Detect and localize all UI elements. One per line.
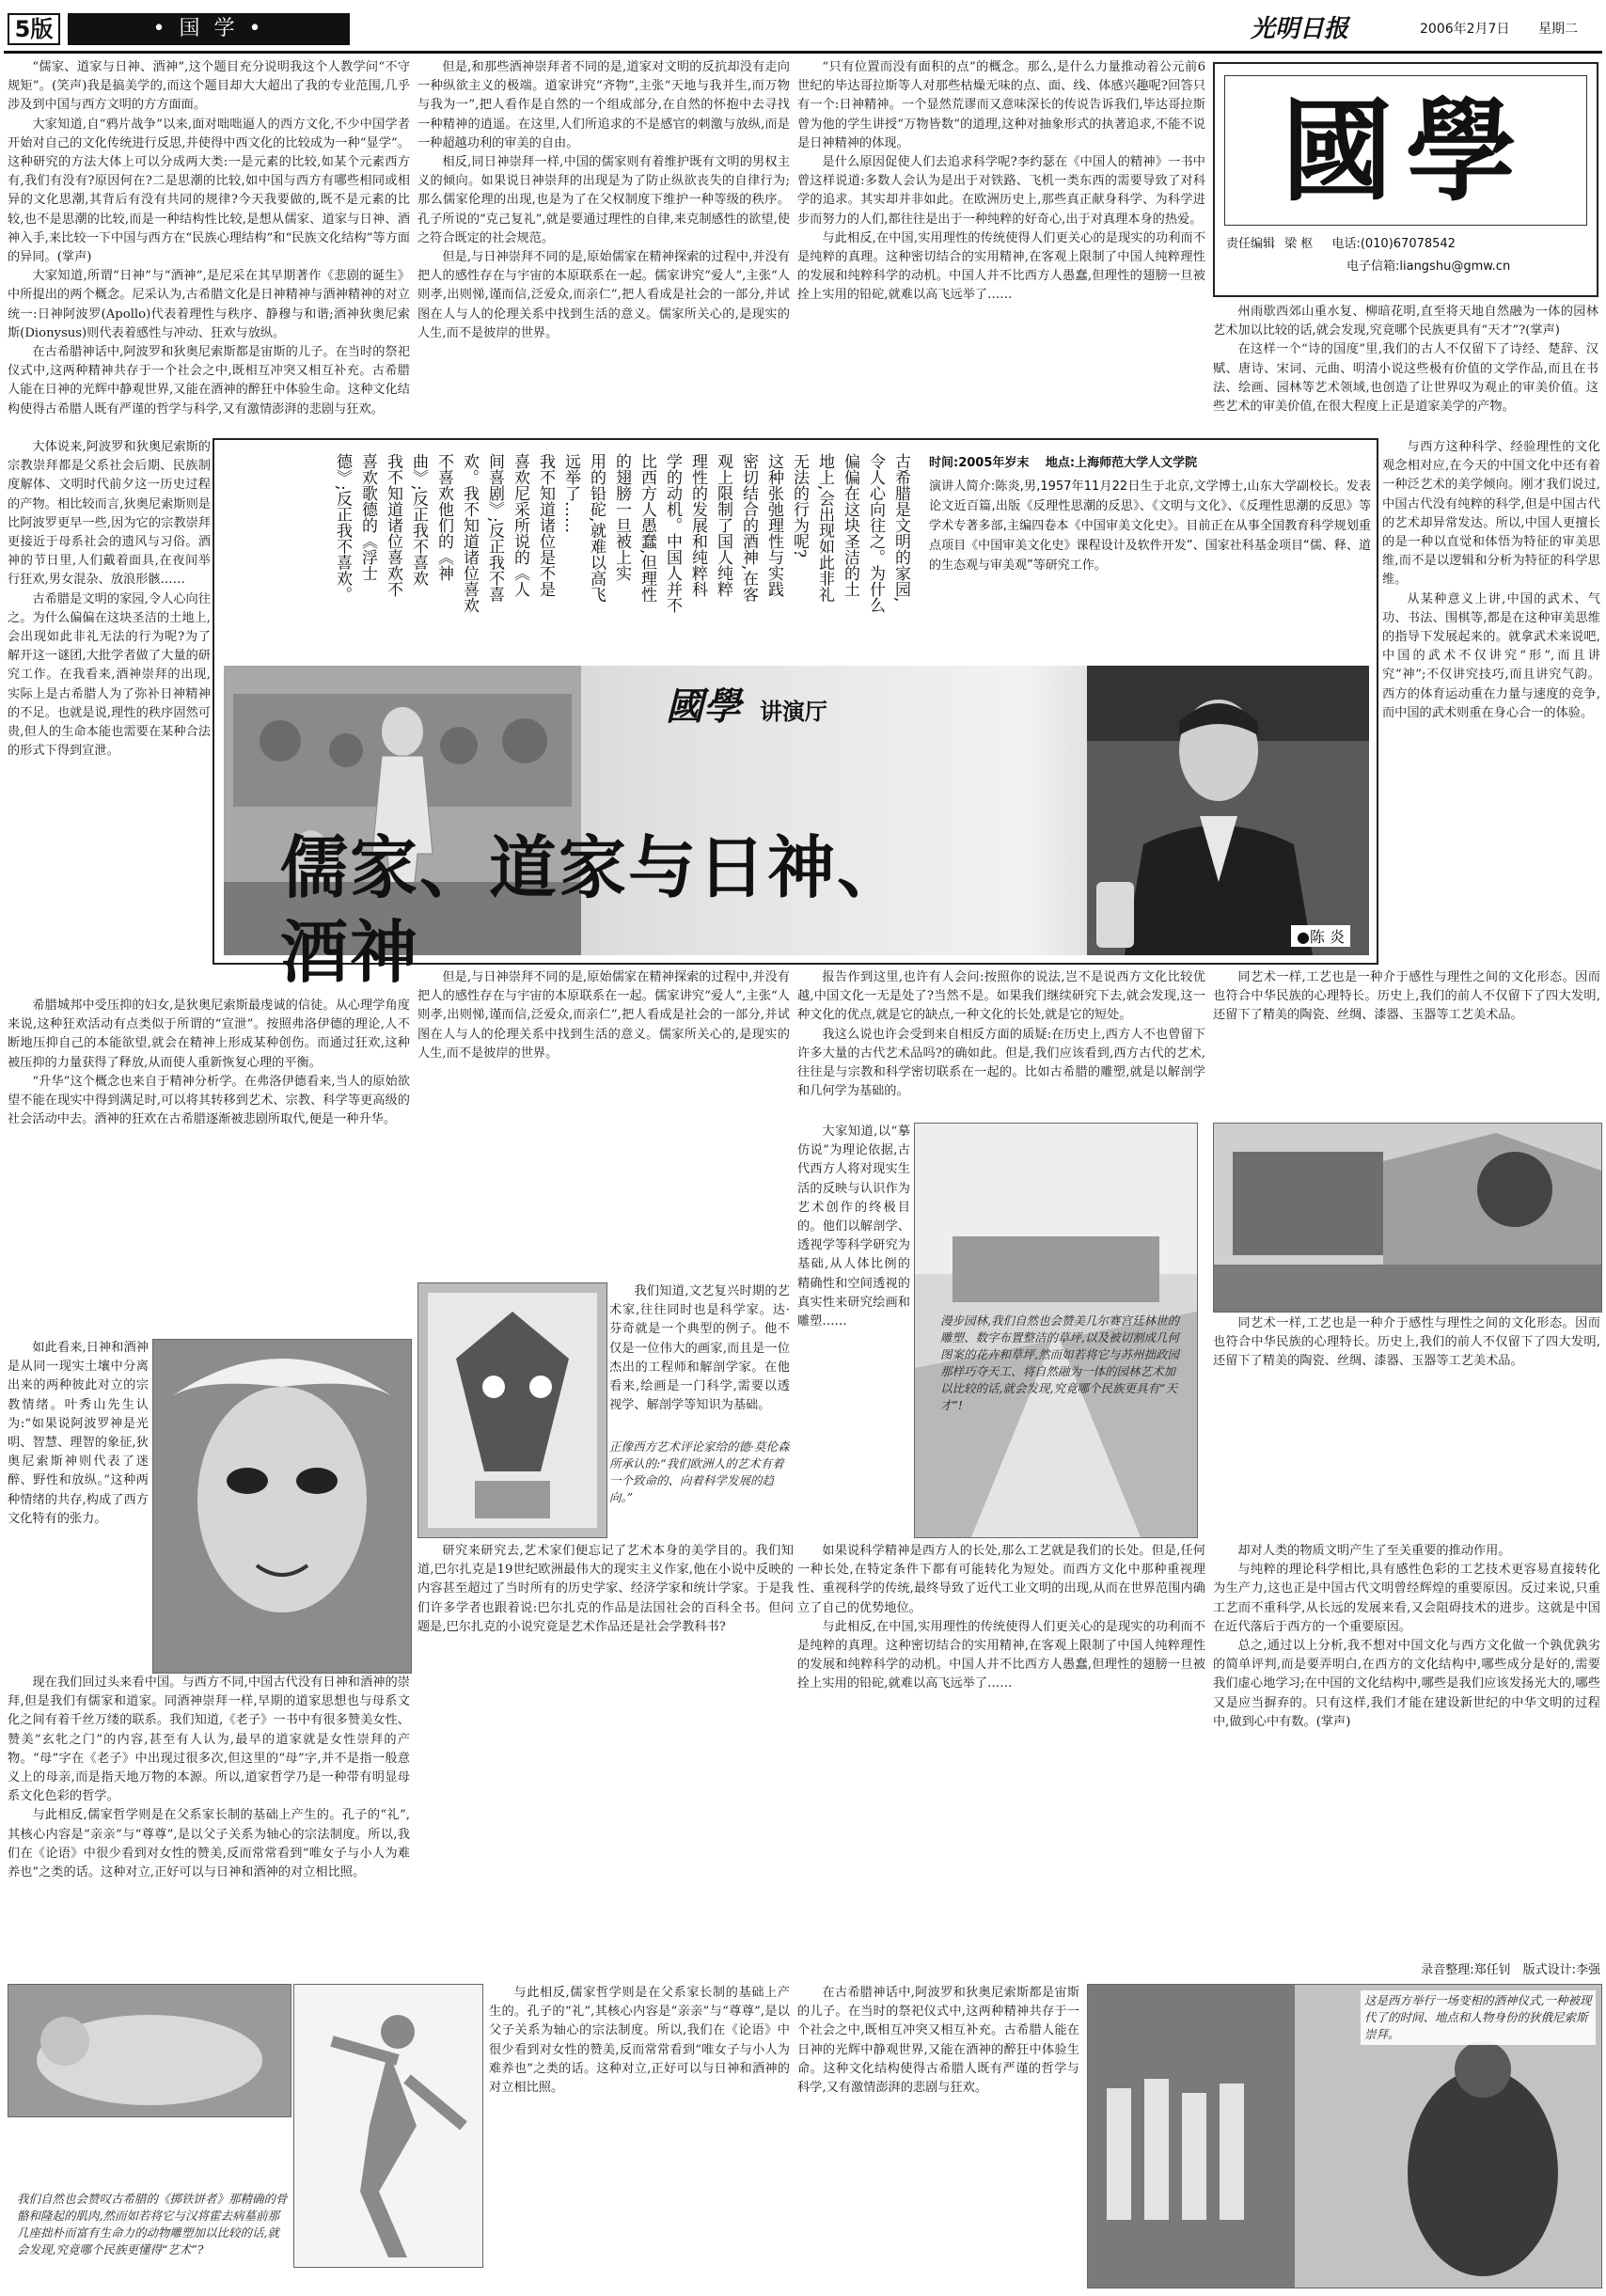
pullquote-line: 喜欢歌德的《浮士 <box>358 453 377 581</box>
paragraph: 总之,通过以上分析,我不想对中国文化与西方文化做一个孰优孰劣的简单评判,而是要弄明白,在西方的文化结构中,哪些成分是好的,需要我们虚心地学习;在中国的文化结构中,哪些是我们应该发扬光大的,哪些又是应当摒弃的。只有这样,我们才能在建设新世纪的中华文明的过程中,做到心中有数。(掌声) <box>1213 1639 1600 1729</box>
sports-photo <box>1087 1984 1602 2288</box>
paragraph: 州雨歇西郊山重水复、柳暗花明,直至将天地自然融为一体的园林艺术加以比较的话,就会发现,究竟哪个民族更具有“天才”?(掌声) <box>1213 305 1598 338</box>
editor-label: 责任编辑 <box>1226 237 1276 251</box>
pullquote-line: 曲》;反正我不喜欢 <box>409 453 428 587</box>
article-column-lower-mid <box>797 1542 1205 1956</box>
paragraph: 但是,和那些酒神崇拜者不同的是,道家对文明的反抗却没有走向一种纵欲主义的极端。道家讲究“齐物”,主张“天地与我并生,而万物与我为一”,把人看作是自然的一个组成部分,在自然的怀抱中去寻找一种精神的逍遥。在这里,人们所追求的不是感官的刺激与放纵,而是一种超越功利的审美的自由。 <box>417 60 790 150</box>
pullquote-line: 间喜剧》;反正我不喜 <box>485 453 504 603</box>
pullquote-line: 理性的发展和纯粹科 <box>688 453 707 597</box>
lecture-headline: 儒家、道家与日神、酒神 <box>280 827 907 992</box>
paragraph: 在古希腊神话中,阿波罗和狄奥尼索斯都是宙斯的儿子。在当时的祭祀仪式中,这两种精神共存于一个社会之中,既相互冲突又相互补充。古希腊人能在日神的光辉中静观世界,又能在酒神的醉狂中体验生命。这种文化结构使得古希腊人既有严谨的哲学与科学,又有激情澎湃的悲剧与狂欢。 <box>797 1986 1079 2096</box>
paragraph: 与此相反,儒家哲学则是在父系家长制的基础上产生的。孔子的“礼”,其核心内容是“亲亲”与“尊尊”,是以父子关系为轴心的宗法制度。所以,我们在《论语》中很少看到对女性的赞美,反而常常看到“唯女子与小人为难养也”之类的话。这种对立,正好可以与日神和酒神的对立相比照。 <box>489 1986 790 2096</box>
article-column-right-lower <box>1213 1314 1600 1536</box>
article-column-4 <box>797 968 1205 1119</box>
article-column-bottom-center <box>489 1984 790 2287</box>
paragraph: 但是,与日神崇拜不同的是,原始儒家在精神探索的过程中,并没有把人的感性存在与宇宙的本原联系在一起。儒家讲究“爱人”,主张“人则孝,出则悌,谨而信,泛爱众,而亲仁”,把人看成是社会的一部分,并试图在人与人的伦理关系中找到生活的意义。儒家所关心的,是现实的人生,而不是彼岸的世界。 <box>417 970 790 1061</box>
paragraph: 与此相反,在中国,实用理性的传统使得人们更关心的是现实的功利而不是纯粹的真理。这种密切结合的实用精神,在客观上限制了中国人纯粹理性的发展和纯粹科学的动机。中国人并不比西方人愚蠢,但理性的翅膀一旦被拴上实用的铅砣,就难以高飞远举了…… <box>797 1619 1205 1691</box>
paragraph: 我们知道,文艺复兴时期的艺术家,往往同时也是科学家。达·芬奇就是一个典型的例子。他不仅是一位伟大的画家,而且是一位杰出的工程师和解剖学家。在他看来,绘画是一门科学,需要以透视学、解剖学等知识为基础。 <box>609 1284 790 1413</box>
pullquote-line: 观上限制了国人纯粹 <box>714 453 732 597</box>
pullquote-line: 不喜欢他们的《神 <box>434 453 453 581</box>
pullquote-line: 的翅膀一旦被上实 <box>612 453 631 581</box>
issue-weekday: 星期二 <box>1538 22 1578 37</box>
paragraph: 与西方这种科学、经验理性的文化观念相对应,在今天的中国文化中还有着一种泛艺术的美学倾向。刚才我们说过,中国古代没有纯粹的科学,但是中国古代的艺术却异常发达。所以,中国人更擅长的是一种以直觉和体悟为特征的审美思维,而不是以逻辑和分析为特征的科学思维。 <box>1382 440 1600 588</box>
speaker-photo <box>1087 666 1369 955</box>
lecture-time-place: 时间:2005年岁末 地点:上海师范大学人文学院 <box>929 456 1198 470</box>
editor-email: 电子信箱:liangshu@gmw.cn <box>1346 259 1511 274</box>
pullquote-line: 令人心向往之。为什么 <box>866 453 885 613</box>
pullquote-line: 密切结合的酒神,在客 <box>739 453 758 603</box>
banner-logo <box>666 684 827 734</box>
pullquote-text <box>224 453 910 658</box>
page-number: 5版 <box>8 13 60 45</box>
article-column-1-lower <box>8 997 410 1335</box>
paragraph: 大家知道,所谓“日神”与“酒神”,是尼采在其早期著作《悲剧的诞生》中所提出的两个概念。尼采认为,古希腊文化是日神精神与酒神精神的对立统一:日神阿波罗(Apollo)代表着理性与秩序、静穆与和谐;酒神狄奥尼索斯(Dionysus)则代表着感性与冲动、狂欢与放纵。 <box>8 269 410 340</box>
article-column-2b <box>609 1282 790 1433</box>
article-column-right-mid <box>1382 438 1600 965</box>
paragraph: 同艺术一样,工艺也是一种介于感性与理性之间的文化形态。因而也符合中华民族的心理特长。历史上,我们的前人不仅留下了四大发明,还留下了精美的陶瓷、丝绸、漆器、玉器等工艺美术品。 <box>1213 1316 1600 1369</box>
stone-animal-photo <box>8 1984 291 2117</box>
paragraph: 大体说来,阿波罗和狄奥尼索斯的宗教崇拜都是父系社会后期、民族制度解体、文明时代前夕这一历史过程的产物。相比较而言,狄奥尼索斯则是比阿波罗更早一些,因为它的宗教崇拜更接近于母系社会的遗风与习俗。酒神的节日里,人们戴着面具,在夜间举行狂欢,男女混杂、放浪形骸…… <box>8 440 211 588</box>
pullquote-line: 地上,会出现如此非礼 <box>815 453 834 603</box>
speaker-info <box>929 453 1371 658</box>
discobolus-photo <box>293 1984 483 2268</box>
article-column-bottom-mid <box>797 1984 1079 2287</box>
paragraph: 是什么原因促使人们去追求科学呢?李约瑟在《中国人的精神》一书中曾这样说道:多数人会认为是出于对铁路、飞机一类东西的需要导致了对科学的追求。其实却并非如此。在欧洲历史上,那些真正献身科学、为科学进步而努力的人们,都往往是出于一种纯粹的好奇心,出于对真理本身的热爱。 <box>797 155 1205 227</box>
paragraph: 与此相反,儒家哲学则是在父系家长制的基础上产生的。孔子的“礼”,其核心内容是“亲亲”与“尊尊”,是以父子关系为轴心的宗法制度。所以,我们在《论语》中很少看到对女性的赞美,反而常常看到“唯女子与小人为难养也”之类的话。这种对立,正好可以与日神和酒神的对立相比照。 <box>8 1808 410 1880</box>
paragraph: 从某种意义上讲,中国的武术、气功、书法、围棋等,都是在这种审美思维的指导下发展起来的。就拿武术来说吧,中国的武术不仅讲究“形”,而且讲究“神”;不仅讲究技巧,而且讲究气韵。西方的体育运动重在力量与速度的竞争,而中国的武术则重在身心合一的体验。 <box>1382 591 1600 720</box>
paragraph: 在古希腊神话中,阿波罗和狄奥尼索斯都是宙斯的儿子。在当时的祭祀仪式中,这两种精神共存于一个社会之中,既相互冲突又相互补充。古希腊人能在日神的光辉中静观世界,又能在酒神的醉狂中体验生命。这种文化结构使得古希腊人既有严谨的哲学与科学,又有激情澎湃的悲剧与狂欢。 <box>8 345 410 417</box>
garden-photo-right <box>1213 1123 1602 1313</box>
paragraph: 如此看来,日神和酒神是从同一现实土壤中分离出来的两种彼此对立的宗教情绪。叶秀山先生认为:“如果说阿波罗神是光明、智慧、理智的象征,狄奥尼索斯神则代表了迷醉、野性和放纵。”这种两种情绪的共存,构成了西方文化特有的张力。 <box>8 1341 149 1526</box>
article-column-4-narrow <box>797 1123 910 1536</box>
speaker-bio: 演讲人简介:陈炎,男,1957年11月22日生于北京,文学博士,山东大学副校长。发表论文近百篇,出版《反理性思潮的反思》、《文明与文化》、《反理性思潮的反思》等学术专著多部,主编四卷本《中国审美文化史》。目前正在从事全国教育科学规划重点项目《中国审美文化史》课程设计及软件开发”、国家社科基金项目“儒、释、道的生态观与审美观”等研究工作。 <box>929 480 1371 573</box>
paragraph: 与此相反,在中国,实用理性的传统使得人们更关心的是现实的功利而不是纯粹的真理。这种密切结合的实用精神,在客观上限制了中国人纯粹理性的发展和纯粹科学的动机。中国人并不比西方人愚蠢,但理性的翅膀一旦被拴上实用的铅砣,就难以高飞远举了…… <box>797 230 1205 303</box>
paragraph: “升华”这个概念也来自于精神分析学。在弗洛伊德看来,当人的原始欲望不能在现实中得到满足时,可以将其转移到艺术、宗教、科学等更高级的社会活动中去。酒神的狂欢在古希腊逐渐被悲剧所取代,便是一种升华。 <box>8 1074 410 1127</box>
pullquote <box>224 453 910 658</box>
paragraph: 如果说科学精神是西方人的长处,那么工艺就是我们的长处。但是,任何一种长处,在特定条件下都有可能转化为短处。而西方文化中那种重视理性、重视科学的传统,最终导致了近代工业文明的出现,从而在世界范围内确立了自己的优势地位。 <box>797 1544 1205 1615</box>
guoxue-box <box>1213 62 1598 297</box>
pullquote-line: 远举了…… <box>561 453 580 533</box>
editor-phone: 电话:(010)67078542 <box>1331 237 1456 251</box>
painting-image <box>417 1282 607 1538</box>
article-column-2-lower <box>417 968 790 1279</box>
pullquote-line: 无法的行为呢? <box>790 453 809 558</box>
credits: 录音整理:郑任钊 版式设计:李强 <box>1421 1963 1600 1977</box>
pullquote-line: 德》;反正我不喜欢。 <box>333 453 352 603</box>
paragraph: 却对人类的物质文明产生了至关重要的推动作用。 <box>1237 1544 1511 1558</box>
paragraph: 同艺术一样,工艺也是一种介于感性与理性之间的文化形态。因而也符合中华民族的心理特长。历史上,我们的前人不仅留下了四大发明,还留下了精美的陶瓷、丝绸、漆器、玉器等工艺美术品。 <box>1213 970 1600 1023</box>
pullquote-line: 用的铅砣,就难以高飞 <box>587 453 606 603</box>
statue-caption: 我们自然也会赞叹古希腊的《掷铁饼者》那精确的骨骼和隆起的肌肉,然而如若将它与汉将霍去病墓前那几座拙朴而富有生命力的动物雕塑加以比较的话,就会发现,究竟哪个民族更懂得“艺术”? <box>17 2192 288 2257</box>
pullquote-line: 学的动机。中国人并不 <box>663 453 682 613</box>
pullquote-line: 我不知道诸位喜欢不 <box>384 453 402 597</box>
banner-logo-text: 國學 <box>666 684 741 729</box>
article-column-1-narrow <box>8 438 211 993</box>
paragraph: 希腊城邦中受压抑的妇女,是狄奥尼索斯最虔诚的信徒。从心理学角度来说,这种狂欢活动有点类似于所谓的“宣泄”。按照弗洛伊德的理论,人不断地压抑自己的本能欲望,就会在精神上形成某种创伤。而通过狂欢,这种被压抑的力量获得了释放,从而使人重新恢复心理的平衡。 <box>8 999 410 1070</box>
editor-name: 梁 枢 <box>1284 237 1314 251</box>
masthead: 光明日报 <box>1251 15 1349 43</box>
pullquote-line: 喜欢尼采所说的《人 <box>511 453 529 597</box>
paragraph: 相反,同日神崇拜一样,中国的儒家则有着维护既有文明的男权主义的倾向。如果说日神崇拜的出现是为了防止纵欲丧失的自律行为;那么儒家伦理的出现,也是为了在父权制度下维护一种等级的秩序。孔子所说的“克己复礼”,就是要通过理性的自律,来克制感性的欲望,使之符合既定的社会规范。 <box>417 155 790 245</box>
paragraph: 在这样一个“诗的国度”里,我们的古人不仅留下了诗经、楚辞、汉赋、唐诗、宋词、元曲、明清小说这些极有价值的文学作品,而且在书法、绘画、园林等艺术领域,也创造了让世界叹为观止的审美价值。这些艺术的审美价值,在很大程度上正是道家美学的产物。 <box>1213 342 1598 415</box>
pullquote-line: 偏偏在这块圣洁的土 <box>841 453 859 597</box>
article-column-lower-center <box>417 1542 794 1956</box>
section-label: • 国 学 • <box>68 13 350 45</box>
editor-line <box>1226 233 1593 251</box>
pullquote-line: 我不知道诸位是不是 <box>536 453 555 597</box>
sports-caption: 这是西方举行一场变相的酒神仪式,一种被现代了的时间、地点和人物身份的狄俄尼索斯崇拜。 <box>1361 1990 1596 2045</box>
article-column-1 <box>8 58 410 434</box>
pullquote-line: 古希腊是文明的家园, <box>891 453 910 603</box>
article-column-2 <box>417 58 790 434</box>
paragraph: 大家知道,自“鸦片战争”以来,面对咄咄逼人的西方文化,不少中国学者开始对自己的文化传统进行反思,并使得中西文化的比较成为一种“显学”。这种研究的方法大体上可以分成两大类:一是元素的比较,如某个元素西方有,我们有没有?原因何在?二是思潮的比较,如中国与西方有哪些相同或相异的文化思潮,其背后有没有共同的规律?今天我要做的,既不是元素的比较,也不是思潮的比较,而是一种结构性比较,是想从儒家、道家与日神、酒神入手,来比较一下中国与西方在“民族心理结构”和“民族文化结构”等方面的异同。(掌声) <box>8 117 410 265</box>
paragraph: 大家知道,以“摹仿说”为理论依据,古代西方人将对现实生活的反映与认识作为艺术创作的终极目的。他们以解剖学、透视学等科学研究为基础,从人体比例的精确性和空间透视的真实性来研究绘画和雕塑…… <box>797 1124 910 1329</box>
garden-caption: 漫步园林,我们自然也会赞美几尔赛宫廷林世的雕塑、数字布置整洁的草坪,以及被切割成几何图案的花卉和草坪,然而如若将它与苏州拙政园那样巧夺天工、将自然融为一体的园林艺术加以比较的话,就会发现,究竟哪个民族更具有“天才”! <box>940 1313 1179 1412</box>
article-column-3 <box>797 58 1205 434</box>
paragraph: 研究来研究去,艺术家们便忘记了艺术本身的美学目的。我们知道,巴尔扎克是19世纪欧洲最伟大的现实主义作家,他在小说中反映的内容甚至超过了当时所有的历史学家、经济学家和统计学家。于是我们许多学者也跟着说:巴尔扎克的作品是法国社会的百科全书。但问题是,巴尔扎克的小说究竟是艺术作品还是社会学教科书? <box>417 1544 794 1634</box>
pullquote-line: 这种张弛理性与实践 <box>764 453 783 597</box>
painting-caption: 正像西方艺术评论家给的德·莫伦森所承认的:“我们欧洲人的艺术有着一个致命的、向着科学发展的趋向。” <box>609 1439 790 1504</box>
article-column-right-top <box>1213 303 1598 434</box>
lecture-feature-frame <box>213 438 1378 992</box>
paragraph: 古希腊是文明的家园,令人心向往之。为什么偏偏在这块圣洁的土地上,会出现如此非礼无法的行为呢?为了解开这一谜团,大批学者做了大量的研究工作。在我看来,酒神崇拜的出现,实际上是古希腊人为了弥补日神精神的不足。也就是说,理性的秩序固然可贵,但人的生命本能也需要在某种合法的形式下得到宣泄。 <box>8 591 211 759</box>
article-column-1-bottom <box>8 1674 410 1956</box>
paragraph: “儒家、道家与日神、酒神”,这个题目充分说明我这个人教学问“不守规矩”。(笑声)我是搞美学的,而这个题目却大大超出了我的专业范围,几乎涉及到中国与西方文明的方方面面。 <box>8 60 410 113</box>
guoxue-logo: 國學 <box>1224 75 1587 226</box>
article-column-lower-right <box>1213 1542 1600 1956</box>
paragraph: 报告作到这里,也许有人会问:按照你的说法,岂不是说西方文化比较优越,中国文化一无是处了?当然不是。如果我们继续研究下去,就会发现,这一种文化的优点,就是它的缺点,一种文化的长处,就是它的短处。 <box>797 970 1205 1023</box>
header-rule <box>4 51 1602 54</box>
lecture-byline: ●陈 炎 <box>1291 925 1350 947</box>
article-column-right-mid2 <box>1213 968 1600 1119</box>
lecture-banner <box>224 666 1369 992</box>
paragraph: “只有位置而没有面积的点”的概念。那么,是什么力量推动着公元前6世纪的毕达哥拉斯等人对那些枯燥无味的点、面、线、体感兴趣呢?回答只有一个:日神精神。一个显然荒谬而又意味深长的传说告诉我们,毕达哥拉斯曾为他的学生讲授“万物皆数”的道理,这种对抽象形式的执著追求,不能不说是日神精神的体现。 <box>797 60 1205 150</box>
paragraph: 现在我们回过头来看中国。与西方不同,中国古代没有日神和酒神的崇拜,但是我们有儒家和道家。同酒神崇拜一样,早期的道家思想也与母系文化之间有着千丝万缕的联系。我们知道,《老子》一书中有很多赞美女性、赞美“玄牝之门”的内容,甚至有人认为,最早的道家就是女性崇拜的产物。“母”字在《老子》中出现过很多次,但这里的“母”字,并不是指一般意义上的母亲,而是指天地万物的本源。所以,道家哲学乃是一种带有明显母系文化色彩的哲学。 <box>8 1675 410 1804</box>
pullquote-line: 比西方人愚蠢,但理性 <box>638 453 656 603</box>
banner-suffix: 讲演厅 <box>759 698 827 725</box>
issue-date: 2006年2月7日 <box>1420 22 1510 37</box>
paragraph: 但是,与日神崇拜不同的是,原始儒家在精神探索的过程中,并没有把人的感性存在与宇宙的本原联系在一起。儒家讲究“爱人”,主张“人则孝,出则悌,谨而信,泛爱众,而亲仁”,把人看成是社会的一部分,并试图在人与人的伦理关系中找到生活的意义。儒家所关心的,是现实的人生,而不是彼岸的世界。 <box>417 250 790 340</box>
pullquote-line: 欢。我不知道诸位喜欢 <box>460 453 479 613</box>
paragraph: 与纯粹的理论科学相比,具有感性色彩的工艺技术更容易直接转化为生产力,这也正是中国古代文明曾经辉煌的重要原因。反过来说,只重工艺而不重科学,从长远的发展来看,又会阻碍技术的进步。这就是中国在近代落后于西方的一个重要原因。 <box>1213 1563 1600 1634</box>
article-column-1-mask-side <box>8 1339 149 1621</box>
mask-photo <box>152 1339 412 1674</box>
paragraph: 我这么说也许会受到来自相反方面的质疑:在历史上,西方人不也曾留下许多大量的古代艺术品吗?的确如此。但是,我们应该看到,西方古代的艺术,往往是与宗教和科学密切联系在一起的。比如古希腊的雕塑,就是以解剖学和几何学为基础的。 <box>797 1027 1205 1099</box>
